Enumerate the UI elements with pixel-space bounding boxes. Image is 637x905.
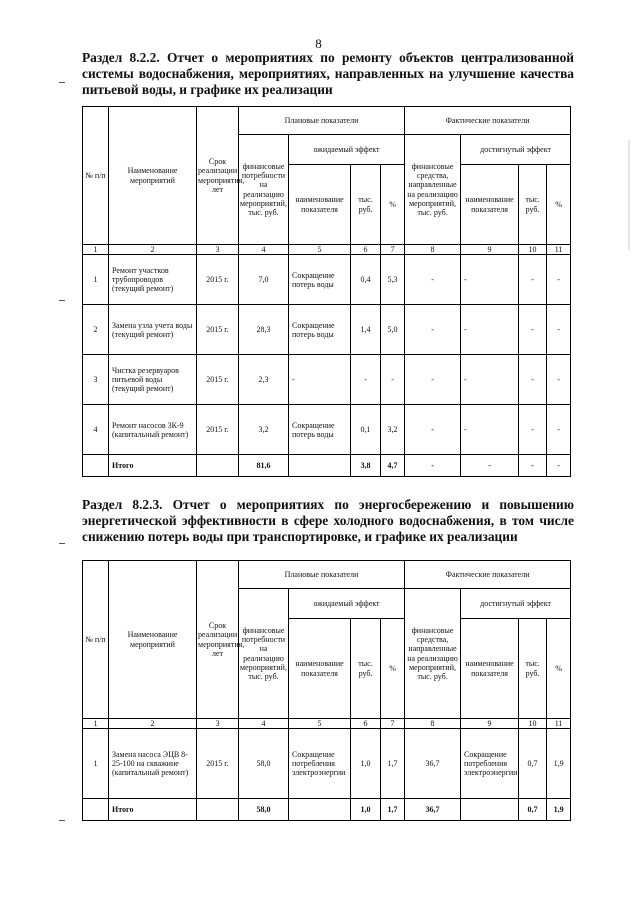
total-f-th: - (519, 455, 547, 477)
column-number-row (83, 245, 571, 255)
column-number: 6 (351, 245, 381, 255)
col-header-term: Срок реализации мероприятия, лет (197, 107, 239, 245)
report-table-8-2-2 (82, 106, 571, 477)
col-header-indicator: наименование показателя (289, 165, 351, 245)
total-eff-th: 1,0 (351, 799, 381, 821)
column-number: 7 (381, 719, 405, 729)
col-header-planned: Плановые показатели (239, 561, 405, 589)
cell-term (197, 799, 239, 821)
col-header-achieved: достигнутый эффект (461, 135, 571, 165)
total-f-th: 0,7 (519, 799, 547, 821)
cell-f-fin: - (405, 305, 461, 355)
column-number: 4 (239, 245, 289, 255)
col-header-fin-actual: финансовые средства, направленные на реализацию мероприятий, тыс. руб. (405, 135, 461, 245)
section-title-8-2-3: Раздел 8.2.3. Отчет о мероприятиях по энергосбережению и повышению энергетической эффективности в сфере холодного водоснабжения, в том числе снижению потерь воды при транспортировке, и графике их реализации (82, 497, 574, 544)
cell-n (83, 799, 109, 821)
cell-term: 2015 г. (197, 405, 239, 455)
col-header-fin-plan: финансовые потребности на реализацию мероприятий, тыс. руб. (239, 135, 289, 245)
cell-f-pct: - (547, 305, 571, 355)
col-header-thousand: тыс. руб. (351, 165, 381, 245)
total-row (83, 799, 571, 821)
section-title-8-2-2: Раздел 8.2.2. Отчет о мероприятиях по ремонту объектов централизованной системы водоснабжения, мероприятиях, направленных на улучшение качества питьевой воды, и графике их реализации (82, 50, 574, 97)
cell-eff-name: - (289, 355, 351, 405)
cell-f-th: - (519, 355, 547, 405)
col-header-indicator: наименование показателя (461, 165, 519, 245)
column-number: 1 (83, 719, 109, 729)
col-header-num: № п/п (83, 561, 109, 719)
cell-f-name: - (461, 255, 519, 305)
col-header-expected: ожидаемый эффект (289, 589, 405, 619)
column-number: 5 (289, 719, 351, 729)
col-header-pct: % (381, 619, 405, 719)
column-number: 10 (519, 719, 547, 729)
cell-eff-name: Сокращение потребления электроэнергии (289, 729, 351, 799)
cell-name: Ремонт насосов 3К-9 (капитальный ремонт) (109, 405, 197, 455)
scan-edge-shadow (628, 140, 630, 250)
cell-f-name: - (461, 305, 519, 355)
cell-f-fin: - (405, 405, 461, 455)
cell-f-fin: - (405, 355, 461, 405)
column-number: 4 (239, 719, 289, 729)
col-header-term: Срок реализации мероприятия, лет (197, 561, 239, 719)
cell-f-name: - (461, 355, 519, 405)
total-f-name (461, 799, 519, 821)
col-header-num: № п/п (83, 107, 109, 245)
cell-f-th: 0,7 (519, 729, 547, 799)
col-header-thousand: тыс. руб. (519, 165, 547, 245)
column-number: 6 (351, 719, 381, 729)
cell-fin: 7,0 (239, 255, 289, 305)
col-header-thousand: тыс. руб. (519, 619, 547, 719)
cell-eff-pct: 3,2 (381, 405, 405, 455)
col-header-pct: % (381, 165, 405, 245)
column-number: 2 (109, 719, 197, 729)
column-number: 2 (109, 245, 197, 255)
cell-eff-th: 1,0 (351, 729, 381, 799)
cell-eff-name (289, 455, 351, 477)
col-header-actual: Фактические показатели (405, 107, 571, 135)
cell-eff-th: 1,4 (351, 305, 381, 355)
cell-n: 1 (83, 255, 109, 305)
cell-term: 2015 г. (197, 255, 239, 305)
column-number: 10 (519, 245, 547, 255)
report-table-8-2-3 (82, 560, 571, 821)
table-row (83, 305, 571, 355)
cell-eff-pct: - (381, 355, 405, 405)
cell-n: 4 (83, 405, 109, 455)
total-f-fin: - (405, 455, 461, 477)
cell-f-th: - (519, 405, 547, 455)
margin-mark (59, 300, 65, 301)
col-header-achieved: достигнутый эффект (461, 589, 571, 619)
cell-eff-th: 0,1 (351, 405, 381, 455)
cell-eff-pct: 1,7 (381, 729, 405, 799)
cell-name: Замена узла учета воды (текущий ремонт) (109, 305, 197, 355)
cell-name: Чистка резервуаров питьевой воды (текущий ремонт) (109, 355, 197, 405)
table-row (83, 729, 571, 799)
total-eff-pct: 1,7 (381, 799, 405, 821)
col-header-fin-plan: финансовые потребности на реализацию мероприятий, тыс. руб. (239, 589, 289, 719)
table-row (83, 355, 571, 405)
column-number: 3 (197, 719, 239, 729)
total-row (83, 455, 571, 477)
cell-f-fin: - (405, 255, 461, 305)
total-f-pct: 1,9 (547, 799, 571, 821)
column-number: 3 (197, 245, 239, 255)
cell-eff-name: Сокращение потерь воды (289, 305, 351, 355)
margin-mark (59, 82, 65, 83)
col-header-pct: % (547, 165, 571, 245)
cell-n: 1 (83, 729, 109, 799)
cell-term: 2015 г. (197, 729, 239, 799)
header-row (83, 107, 571, 135)
cell-n: 3 (83, 355, 109, 405)
cell-f-name: - (461, 405, 519, 455)
cell-fin: 2,3 (239, 355, 289, 405)
cell-f-th: - (519, 255, 547, 305)
cell-term: 2015 г. (197, 355, 239, 405)
col-header-fin-actual: финансовые средства, направленные на реализацию мероприятий, тыс. руб. (405, 589, 461, 719)
cell-f-pct: - (547, 355, 571, 405)
cell-n (83, 455, 109, 477)
cell-f-pct: - (547, 255, 571, 305)
total-fin: 81,6 (239, 455, 289, 477)
cell-eff-th: 0,4 (351, 255, 381, 305)
column-number: 8 (405, 719, 461, 729)
col-header-expected: ожидаемый эффект (289, 135, 405, 165)
cell-eff-name (289, 799, 351, 821)
column-number: 9 (461, 245, 519, 255)
table-row (83, 405, 571, 455)
col-header-thousand: тыс. руб. (351, 619, 381, 719)
cell-name: Ремонт участков трубопроводов (текущий ремонт) (109, 255, 197, 305)
margin-mark (59, 543, 65, 544)
cell-eff-pct: 5,0 (381, 305, 405, 355)
col-header-indicator: наименование показателя (461, 619, 519, 719)
col-header-actual: Фактические показатели (405, 561, 571, 589)
col-header-planned: Плановые показатели (239, 107, 405, 135)
cell-eff-name: Сокращение потерь воды (289, 405, 351, 455)
column-number-row (83, 719, 571, 729)
total-f-fin: 36,7 (405, 799, 461, 821)
total-f-pct: - (547, 455, 571, 477)
cell-fin: 58,0 (239, 729, 289, 799)
cell-f-name: Сокращение потребления электроэнергии (461, 729, 519, 799)
cell-f-pct: 1,9 (547, 729, 571, 799)
table-row (83, 255, 571, 305)
col-header-name: Наименование мероприятий (109, 561, 197, 719)
col-header-pct: % (547, 619, 571, 719)
page-number: 8 (315, 36, 322, 51)
col-header-name: Наименование мероприятий (109, 107, 197, 245)
total-eff-pct: 4,7 (381, 455, 405, 477)
total-label: Итого (109, 799, 197, 821)
total-f-name: - (461, 455, 519, 477)
column-number: 7 (381, 245, 405, 255)
cell-term (197, 455, 239, 477)
column-number: 8 (405, 245, 461, 255)
cell-n: 2 (83, 305, 109, 355)
col-header-indicator: наименование показателя (289, 619, 351, 719)
total-fin: 58,0 (239, 799, 289, 821)
cell-eff-th: - (351, 355, 381, 405)
cell-f-pct: - (547, 405, 571, 455)
column-number: 1 (83, 245, 109, 255)
cell-f-th: - (519, 305, 547, 355)
total-eff-th: 3,8 (351, 455, 381, 477)
cell-fin: 3,2 (239, 405, 289, 455)
cell-name: Замена насоса ЭЦВ 8-25-100 на скважине (капитальный ремонт) (109, 729, 197, 799)
column-number: 5 (289, 245, 351, 255)
cell-f-fin: 36,7 (405, 729, 461, 799)
column-number: 11 (547, 245, 571, 255)
margin-mark (59, 820, 65, 821)
header-row (83, 561, 571, 589)
total-label: Итого (109, 455, 197, 477)
cell-eff-name: Сокращение потерь воды (289, 255, 351, 305)
cell-eff-pct: 5,3 (381, 255, 405, 305)
cell-fin: 28,3 (239, 305, 289, 355)
column-number: 9 (461, 719, 519, 729)
cell-term: 2015 г. (197, 305, 239, 355)
column-number: 11 (547, 719, 571, 729)
